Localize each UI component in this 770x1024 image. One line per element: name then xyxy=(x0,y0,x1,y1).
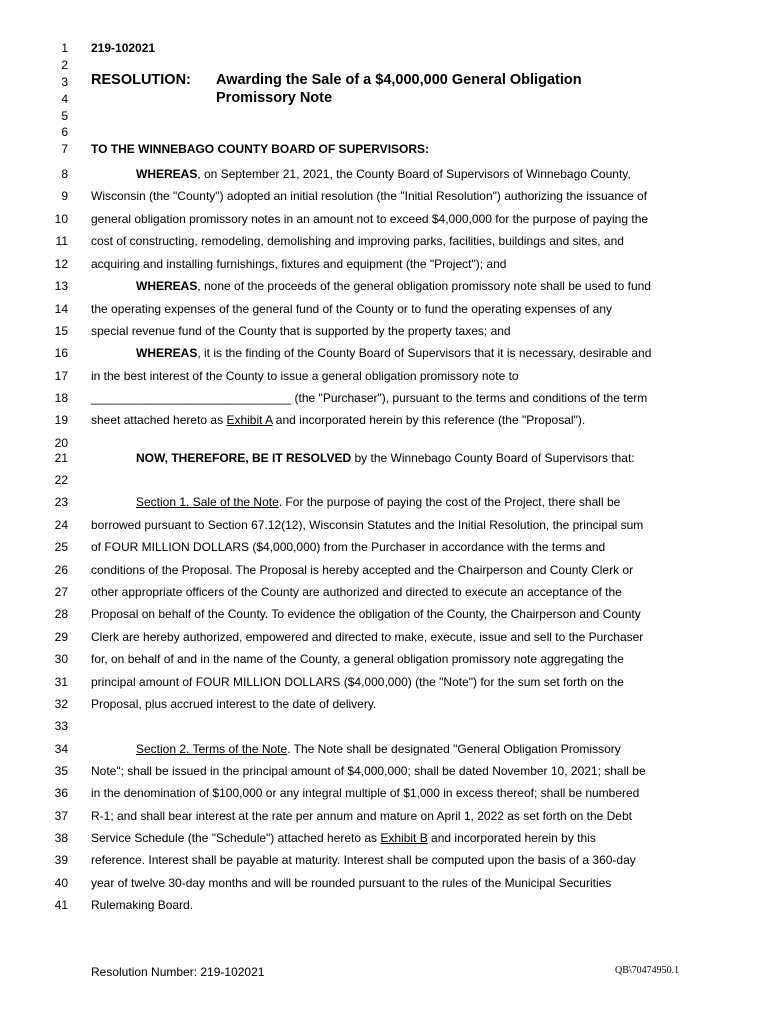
section-2-line-6: reference. Interest shall be payable at maturity. Interest shall be computed upon the basis of a 360-day xyxy=(91,853,636,867)
line-number: 7 xyxy=(61,142,68,156)
whereas-lead: WHEREAS xyxy=(136,279,198,293)
whereas-text: , on September 21, 2021, the County Board of Supervisors of Winnebago County, xyxy=(197,167,631,181)
section-1-line-6: Proposal on behalf of the County. To evidence the obligation of the County, the Chairperson and County xyxy=(91,607,641,621)
whereas-text: sheet attached hereto as xyxy=(91,413,227,427)
whereas-1-line-4: cost of constructing, remodeling, demolishing and improving parks, facilities, buildings and sites, and xyxy=(91,234,624,248)
line-number: 15 xyxy=(54,324,68,338)
line-number: 26 xyxy=(54,563,68,577)
whereas-3-line-2: in the best interest of the County to issue a general obligation promissory note to xyxy=(91,369,519,383)
exhibit-a-reference: Exhibit A xyxy=(226,413,273,427)
exhibit-b-reference: Exhibit B xyxy=(380,831,428,845)
section-text: Service Schedule (the "Schedule") attached hereto as xyxy=(91,831,381,845)
line-number: 16 xyxy=(54,346,68,360)
addressee: TO THE WINNEBAGO COUNTY BOARD OF SUPERVISORS: xyxy=(91,142,430,156)
whereas-2-line-1 xyxy=(136,279,651,293)
whereas-1-line-5: acquiring and installing furnishings, fixtures and equipment (the "Project"); and xyxy=(91,257,507,271)
section-1-line-5: other appropriate officers of the County are authorized and directed to execute an acceptance of the xyxy=(91,585,622,599)
footer-document-id: QB\70474950.1 xyxy=(615,965,680,976)
line-number: 34 xyxy=(54,742,68,756)
line-number: 31 xyxy=(54,675,68,689)
line-number: 21 xyxy=(54,451,68,465)
line-number: 13 xyxy=(54,279,68,293)
line-number: 27 xyxy=(54,585,68,599)
whereas-text: , it is the finding of the County Board of Supervisors that it is necessary, desirable and xyxy=(197,346,652,360)
line-number: 1 xyxy=(61,41,68,55)
line-number: 22 xyxy=(54,473,68,487)
whereas-3-line-3: ______________________________ (the "Purchaser"), pursuant to the terms and conditions of the term xyxy=(91,391,648,405)
whereas-text: , none of the proceeds of the general obligation promissory note shall be used to fund xyxy=(197,279,651,293)
section-2-line-7: year of twelve 30-day months and will be rounded pursuant to the rules of the Municipal Securities xyxy=(91,876,612,890)
section-2-line-8: Rulemaking Board. xyxy=(91,898,194,912)
section-1-line-10: Proposal, plus accrued interest to the date of delivery. xyxy=(91,697,377,711)
line-number: 9 xyxy=(61,189,68,203)
whereas-1-line-1 xyxy=(136,167,631,181)
whereas-1-line-2: Wisconsin (the "County") adopted an initial resolution (the "Initial Resolution") authorizing the issuance of xyxy=(91,189,648,203)
line-number: 5 xyxy=(61,109,68,123)
line-number: 30 xyxy=(54,652,68,666)
whereas-3-line-1 xyxy=(136,346,651,360)
footer-resolution-number: Resolution Number: 219-102021 xyxy=(91,965,265,979)
line-number: 18 xyxy=(54,391,68,405)
section-1-line-3: of FOUR MILLION DOLLARS ($4,000,000) from the Purchaser in accordance with the terms and xyxy=(91,540,606,554)
section-2-heading: Section 2. Terms of the Note xyxy=(136,742,288,756)
whereas-lead: WHEREAS xyxy=(136,167,198,181)
line-number: 2 xyxy=(61,58,68,72)
line-number: 23 xyxy=(54,495,68,509)
whereas-text: and incorporated herein by this reference (the "Proposal"). xyxy=(272,413,586,427)
section-1-line-7: Clerk are hereby authorized, empowered and directed to make, execute, issue and sell to the Purchaser xyxy=(91,630,644,644)
whereas-1-line-3: general obligation promissory notes in an amount not to exceed $4,000,000 for the purpose of paying the xyxy=(91,212,649,226)
section-1-line-9: principal amount of FOUR MILLION DOLLARS ($4,000,000) (the "Note") for the sum set forth on the xyxy=(91,675,624,689)
section-text: and incorporated herein by this xyxy=(427,831,596,845)
line-number: 35 xyxy=(54,764,68,778)
resolution-title-line2: Promissory Note xyxy=(216,90,333,106)
line-number: 3 xyxy=(61,75,68,89)
line-number: 41 xyxy=(54,898,68,912)
line-number: 8 xyxy=(61,167,68,181)
resolution-label: RESOLUTION: xyxy=(91,72,191,88)
line-number: 19 xyxy=(54,413,68,427)
whereas-3-line-4 xyxy=(91,413,585,427)
section-1-line-1 xyxy=(136,495,620,509)
section-2-line-4: R-1; and shall bear interest at the rate per annum and mature on April 1, 2022 as set forth on the Debt xyxy=(91,809,632,823)
section-1-heading: Section 1. Sale of the Note xyxy=(136,495,279,509)
section-2-line-1 xyxy=(136,742,621,756)
line-number: 36 xyxy=(54,786,68,800)
resolved-clause xyxy=(136,451,635,465)
section-text: . For the purpose of paying the cost of the Project, there shall be xyxy=(278,495,621,509)
line-number: 6 xyxy=(61,125,68,139)
section-1-line-4: conditions of the Proposal. The Proposal is hereby accepted and the Chairperson and County Clerk or xyxy=(91,563,634,577)
line-number: 25 xyxy=(54,540,68,554)
line-number: 17 xyxy=(54,369,68,383)
line-number: 37 xyxy=(54,809,68,823)
line-number: 24 xyxy=(54,518,68,532)
line-number: 14 xyxy=(54,302,68,316)
line-number: 20 xyxy=(54,436,68,450)
line-number: 29 xyxy=(54,630,68,644)
section-text: . The Note shall be designated "General Obligation Promissory xyxy=(287,742,621,756)
line-number: 39 xyxy=(54,853,68,867)
section-2-line-3: in the denomination of $100,000 or any integral multiple of $1,000 in excess thereof; shall be numbered xyxy=(91,786,640,800)
line-number: 11 xyxy=(55,234,68,248)
whereas-2-line-3: special revenue fund of the County that is supported by the property taxes; and xyxy=(91,324,511,338)
section-2-line-2: Note"; shall be issued in the principal amount of $4,000,000; shall be dated November 10, 2021; shall be xyxy=(91,764,646,778)
line-number: 10 xyxy=(54,212,68,226)
line-number: 28 xyxy=(54,607,68,621)
resolution-title-line1: Awarding the Sale of a $4,000,000 General Obligation xyxy=(216,72,582,88)
whereas-2-line-2: the operating expenses of the general fund of the County or to fund the operating expenses of any xyxy=(91,302,613,316)
line-number: 40 xyxy=(54,876,68,890)
line-number: 38 xyxy=(54,831,68,845)
whereas-lead: WHEREAS xyxy=(136,346,198,360)
resolved-lead: NOW, THEREFORE, BE IT RESOLVED xyxy=(136,451,352,465)
section-2-line-5 xyxy=(91,831,596,845)
section-1-line-2: borrowed pursuant to Section 67.12(12), Wisconsin Statutes and the Initial Resolution, the principal sum xyxy=(91,518,644,532)
resolved-text: by the Winnebago County Board of Supervisors that: xyxy=(351,451,635,465)
line-number: 33 xyxy=(54,719,68,733)
line-number: 12 xyxy=(54,257,68,271)
section-1-line-8: for, on behalf of and in the name of the County, a general obligation promissory note aggregating the xyxy=(91,652,624,666)
line-number: 32 xyxy=(54,697,68,711)
line-number: 4 xyxy=(61,92,68,106)
document-number: 219-102021 xyxy=(91,41,156,55)
